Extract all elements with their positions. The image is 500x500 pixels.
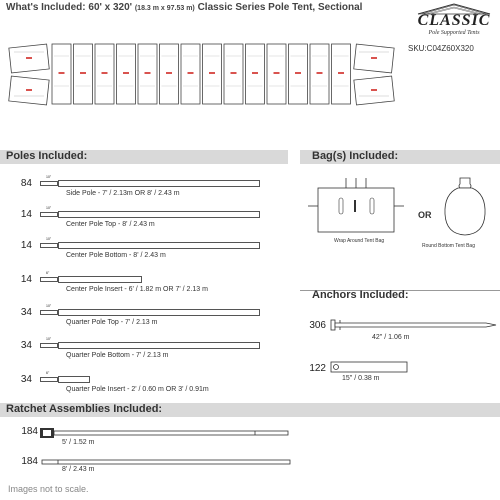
section-marker — [145, 72, 151, 74]
short-stake-label: 15" / 0.38 m — [342, 375, 380, 382]
tent-mid-sections — [52, 44, 351, 104]
pole-description: Side Pole - 7' / 2.13m OR 8' / 2.43 m — [66, 190, 180, 197]
pole-cap-dimension: 10" — [46, 337, 52, 341]
section-marker — [80, 72, 86, 74]
pole-cap — [40, 310, 58, 315]
pole-cap — [40, 212, 58, 217]
section-marker — [59, 72, 65, 74]
pole-description: Quarter Pole Top - 7' / 2.13 m — [66, 319, 158, 326]
pole-qty: 34 — [20, 307, 32, 318]
pole-cap — [40, 181, 58, 186]
pole-cap-dimension: 6" — [46, 371, 50, 375]
section-marker — [231, 72, 237, 74]
tent-section — [117, 44, 136, 104]
tent-section — [160, 44, 179, 104]
pole-cap-dimension: 6" — [46, 271, 50, 275]
long-stake-label: 42" / 1.06 m — [372, 334, 410, 341]
tent-section — [246, 44, 265, 104]
section-marker — [123, 72, 129, 74]
pole-qty: 34 — [20, 340, 32, 351]
section-marker — [295, 72, 301, 74]
pole-qty: 14 — [20, 274, 32, 285]
pole-description: Quarter Pole Insert - 2' / 0.60 m OR 3' / 0.91m — [66, 386, 209, 393]
tent-section — [224, 44, 243, 104]
pole-shape — [58, 376, 90, 383]
pole-description: Center Pole Top - 8' / 2.43 m — [66, 221, 155, 228]
scale-note: Images not to scale. — [8, 484, 89, 494]
section-marker — [209, 72, 215, 74]
round-bottom-bag-icon — [440, 176, 490, 240]
section-marker — [338, 72, 344, 74]
pole-shape — [58, 211, 260, 218]
ratchet-qty-long: 184 — [21, 456, 38, 467]
pole-shape — [58, 180, 260, 187]
short-ratchet-icon — [40, 426, 290, 440]
tent-end-left — [9, 44, 50, 105]
section-marker — [252, 72, 258, 74]
tent-section — [74, 44, 93, 104]
anchor-qty-long: 306 — [309, 320, 326, 331]
pole-shape — [58, 309, 260, 316]
page-title: What's Included: 60' x 320' (18.3 m x 97.53 m) Classic Series Pole Tent, Sectional — [6, 2, 363, 13]
tent-layout-diagram — [0, 38, 410, 108]
pole-qty: 14 — [20, 209, 32, 220]
pole-qty: 34 — [20, 374, 32, 385]
pole-cap — [40, 243, 58, 248]
tent-section — [52, 44, 71, 104]
tent-section — [138, 44, 157, 104]
bags-heading: Bag(s) Included: — [312, 150, 399, 162]
logo-tagline: Pole Supported Tents — [428, 30, 480, 36]
short-ratchet-label: 5' / 1.52 m — [62, 439, 95, 446]
tent-section — [267, 44, 286, 104]
tent-section — [95, 44, 114, 104]
section-marker — [102, 72, 108, 74]
wrap-around-bag-icon — [308, 178, 408, 240]
pole-cap-dimension: 10" — [46, 237, 52, 241]
long-ratchet-label: 8' / 2.43 m — [62, 466, 95, 473]
tent-section — [289, 44, 308, 104]
section-marker — [274, 72, 280, 74]
pole-shape — [58, 276, 142, 283]
anchor-qty-short: 122 — [309, 363, 326, 374]
sku-label: SKU:C04Z60X320 — [408, 44, 474, 53]
ratchets-heading: Ratchet Assemblies Included: — [6, 403, 163, 415]
section-marker — [166, 72, 172, 74]
tent-section — [181, 44, 200, 104]
section-marker — [188, 72, 194, 74]
pole-description: Quarter Pole Bottom - 7' / 2.13 m — [66, 352, 169, 359]
pole-cap — [40, 343, 58, 348]
pole-shape — [58, 242, 260, 249]
tent-end-right — [354, 44, 395, 105]
wrap-bag-label: Wrap Around Tent Bag — [334, 238, 385, 244]
tent-section — [203, 44, 222, 104]
pole-qty: 14 — [20, 240, 32, 251]
short-stake-icon — [330, 360, 410, 376]
pole-qty: 84 — [20, 178, 32, 189]
pole-shape — [58, 342, 260, 349]
tent-section — [332, 44, 351, 104]
round-bag-label: Round Bottom Tent Bag — [422, 243, 475, 249]
ratchet-qty-short: 184 — [21, 426, 38, 437]
pole-cap-dimension: 10" — [46, 206, 52, 210]
pole-cap-dimension: 10" — [46, 175, 52, 179]
anchors-heading: Anchors Included: — [312, 289, 409, 301]
poles-heading: Poles Included: — [6, 150, 88, 162]
pole-cap — [40, 277, 58, 282]
bag-or-label: OR — [418, 210, 432, 220]
tent-section — [310, 44, 329, 104]
section-marker — [317, 72, 323, 74]
pole-cap — [40, 377, 58, 382]
long-stake-icon — [330, 316, 498, 336]
pole-cap-dimension: 10" — [46, 304, 52, 308]
logo-word: CLASSIC — [417, 12, 491, 29]
pole-description: Center Pole Insert - 6' / 1.82 m OR 7' / 2.13 m — [66, 286, 208, 293]
pole-description: Center Pole Bottom - 8' / 2.43 m — [66, 252, 166, 259]
